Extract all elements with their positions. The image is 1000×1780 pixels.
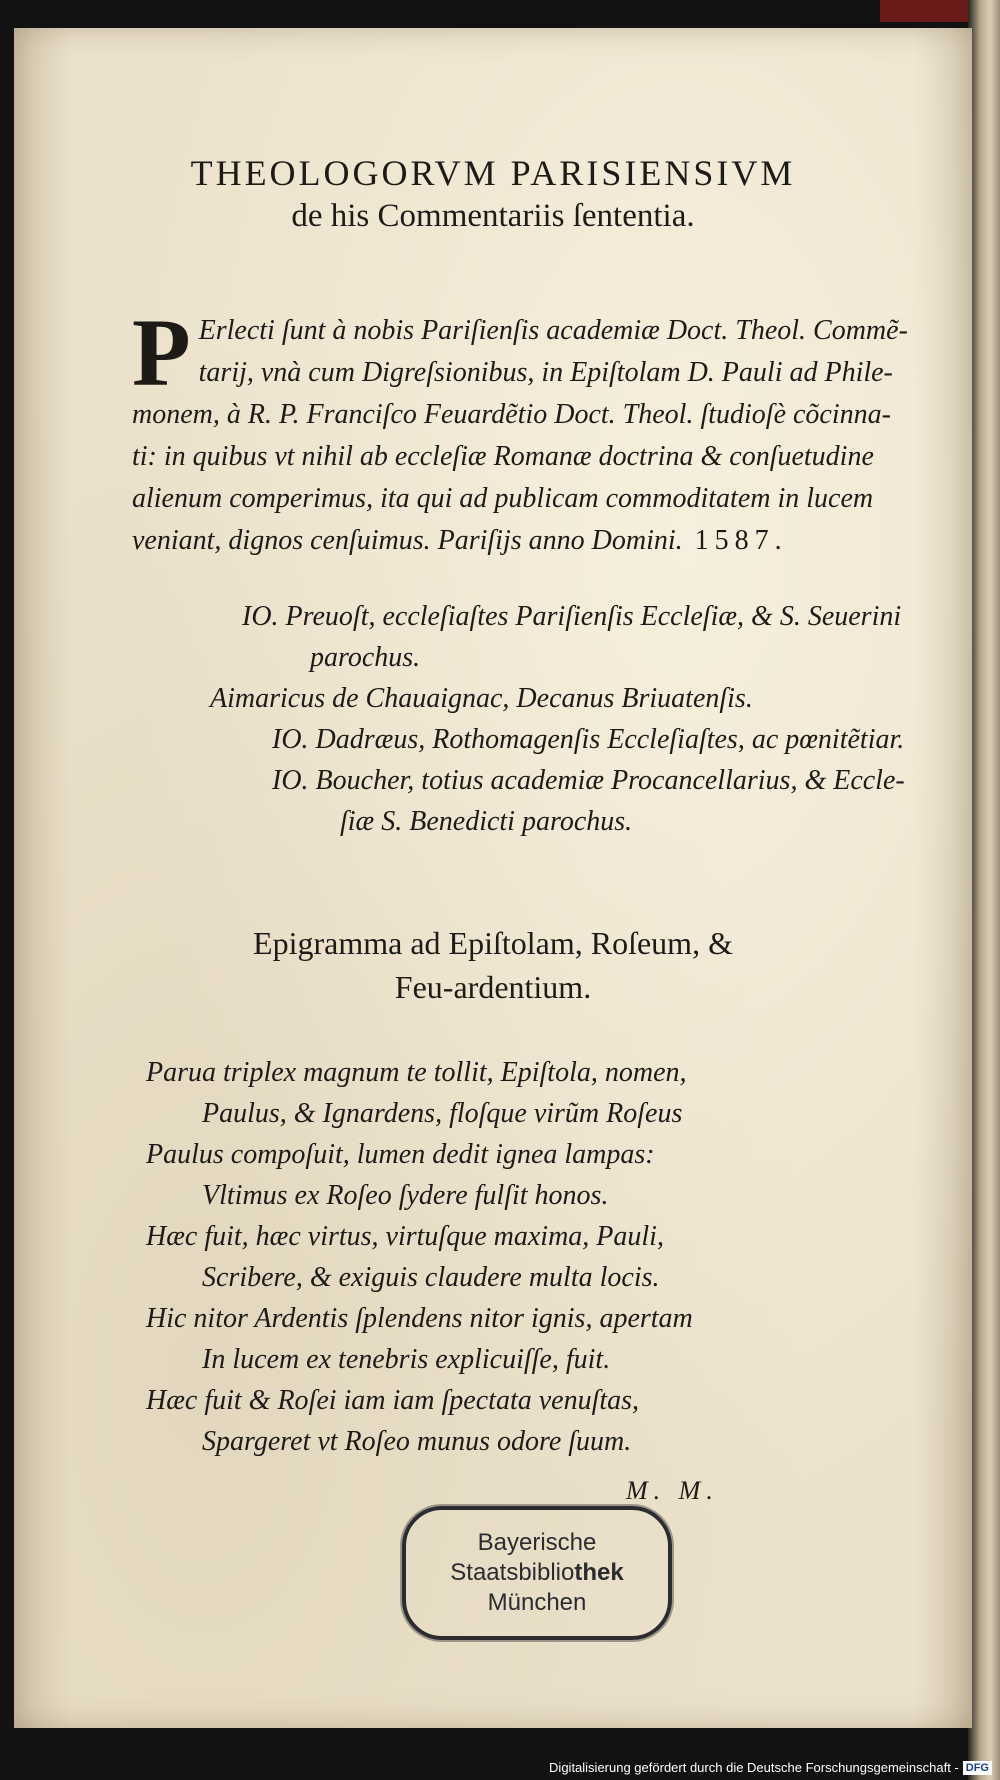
approval-line: tarij, vnà cum Digreſsionibus, in Epiſtolam D. Pauli ad Phile- (198, 357, 893, 388)
signature-line-cont: ſiæ S. Benedicti parochus. (340, 806, 633, 837)
library-stamp (402, 1506, 672, 1640)
approval-line: ti: in quibus vt nihil ab eccleſiæ Romanæ doctrina & conſuetudine (132, 441, 874, 472)
stamp-line: München (487, 1589, 587, 1616)
signature-preuost (242, 596, 982, 678)
poem-line: Paulus compoſuit, lumen dedit ignea lampas: (146, 1139, 655, 1170)
signatures-block (210, 596, 982, 842)
signature-line: IO. Dadræus, Rothomagenſis Eccleſiaſtes, ac pœnitẽtiar. (272, 724, 905, 755)
stamp-line (406, 1558, 668, 1588)
epigram-title (14, 921, 972, 1009)
poem-line: In lucem ex tenebris explicuiſſe, fuit. (202, 1344, 611, 1375)
poem-line: Spargeret vt Roſeo munus odore ſuum. (202, 1426, 632, 1457)
epigram-title-line: Epigramma ad Epiſtolam, Roſeum, & (253, 925, 733, 961)
signature-chauaignac (210, 678, 982, 719)
poem-line: Paulus, & Ignardens, floſque virũm Roſeus (202, 1098, 683, 1129)
signature-boucher (272, 760, 982, 842)
approval-line: monem, à R. P. Franciſco Feuardẽtio Doct. Theol. ſtudioſè cõcinna- (132, 399, 891, 430)
signature-line: Aimaricus de Chauaignac, Decanus Briuatenſis. (210, 683, 753, 714)
approval-paragraph (132, 299, 984, 562)
poem-line: Vltimus ex Roſeo ſydere fulſit honos. (202, 1180, 609, 1211)
poem-line: Scribere, & exiguis claudere multa locis. (202, 1262, 660, 1293)
stamp-line: Bayerische (477, 1529, 597, 1556)
poem-line: Hic nitor Ardentis ſplendens nitor ignis, apertam (146, 1303, 693, 1334)
approval-line: alienum comperimus, ita qui ad publicam commoditatem in lucem (132, 483, 874, 514)
poem-line: Parua triplex magnum te tollit, Epiſtola, nomen, (146, 1057, 687, 1088)
epigram-poem (146, 1052, 946, 1462)
scanned-page (14, 28, 972, 1728)
signature-line: IO. Boucher, totius academiæ Procancellarius, & Eccle- (272, 765, 905, 796)
approval-year: 1587. (694, 525, 788, 556)
book-fore-edge (968, 0, 1000, 1780)
dfg-logo: DFG (963, 1761, 992, 1775)
signature-dadraeus (272, 719, 982, 760)
drop-capital: P (132, 299, 191, 406)
footer-text: Digitalisierung gefördert durch die Deutsche Forschungsgemeinschaft - (549, 1760, 959, 1775)
poem-line: Hæc fuit, hæc virtus, virtuſque maxima, Pauli, (146, 1221, 664, 1252)
author-initials: M. M. (626, 1476, 719, 1505)
poem-line: Hæc fuit & Roſei iam iam ſpectata venuſtas, (146, 1385, 640, 1416)
approval-line-text: veniant, dignos cenſuimus. Pariſijs anno Domini. (132, 525, 683, 556)
approval-line: Erlecti ſunt à nobis Pariſienſis academiæ Doct. Theol. Commẽ- (198, 315, 908, 346)
approval-line-last (132, 520, 984, 562)
stamp-text-bold: thek (574, 1559, 624, 1586)
signature-line-cont: parochus. (310, 642, 421, 673)
page-heading: THEOLOGORVM PARISIENSIVM (190, 153, 796, 193)
page-subheading: de his Commentariis ſententia. (291, 198, 695, 234)
digitization-footer (549, 1760, 992, 1775)
signature-line: IO. Preuoſt, eccleſiaſtes Pariſienſis Eccleſiæ, & S. Seuerini (242, 601, 902, 632)
epigram-title-line: Feu-ardentium. (394, 969, 592, 1005)
stamp-text: Staatsbiblio (450, 1559, 575, 1586)
